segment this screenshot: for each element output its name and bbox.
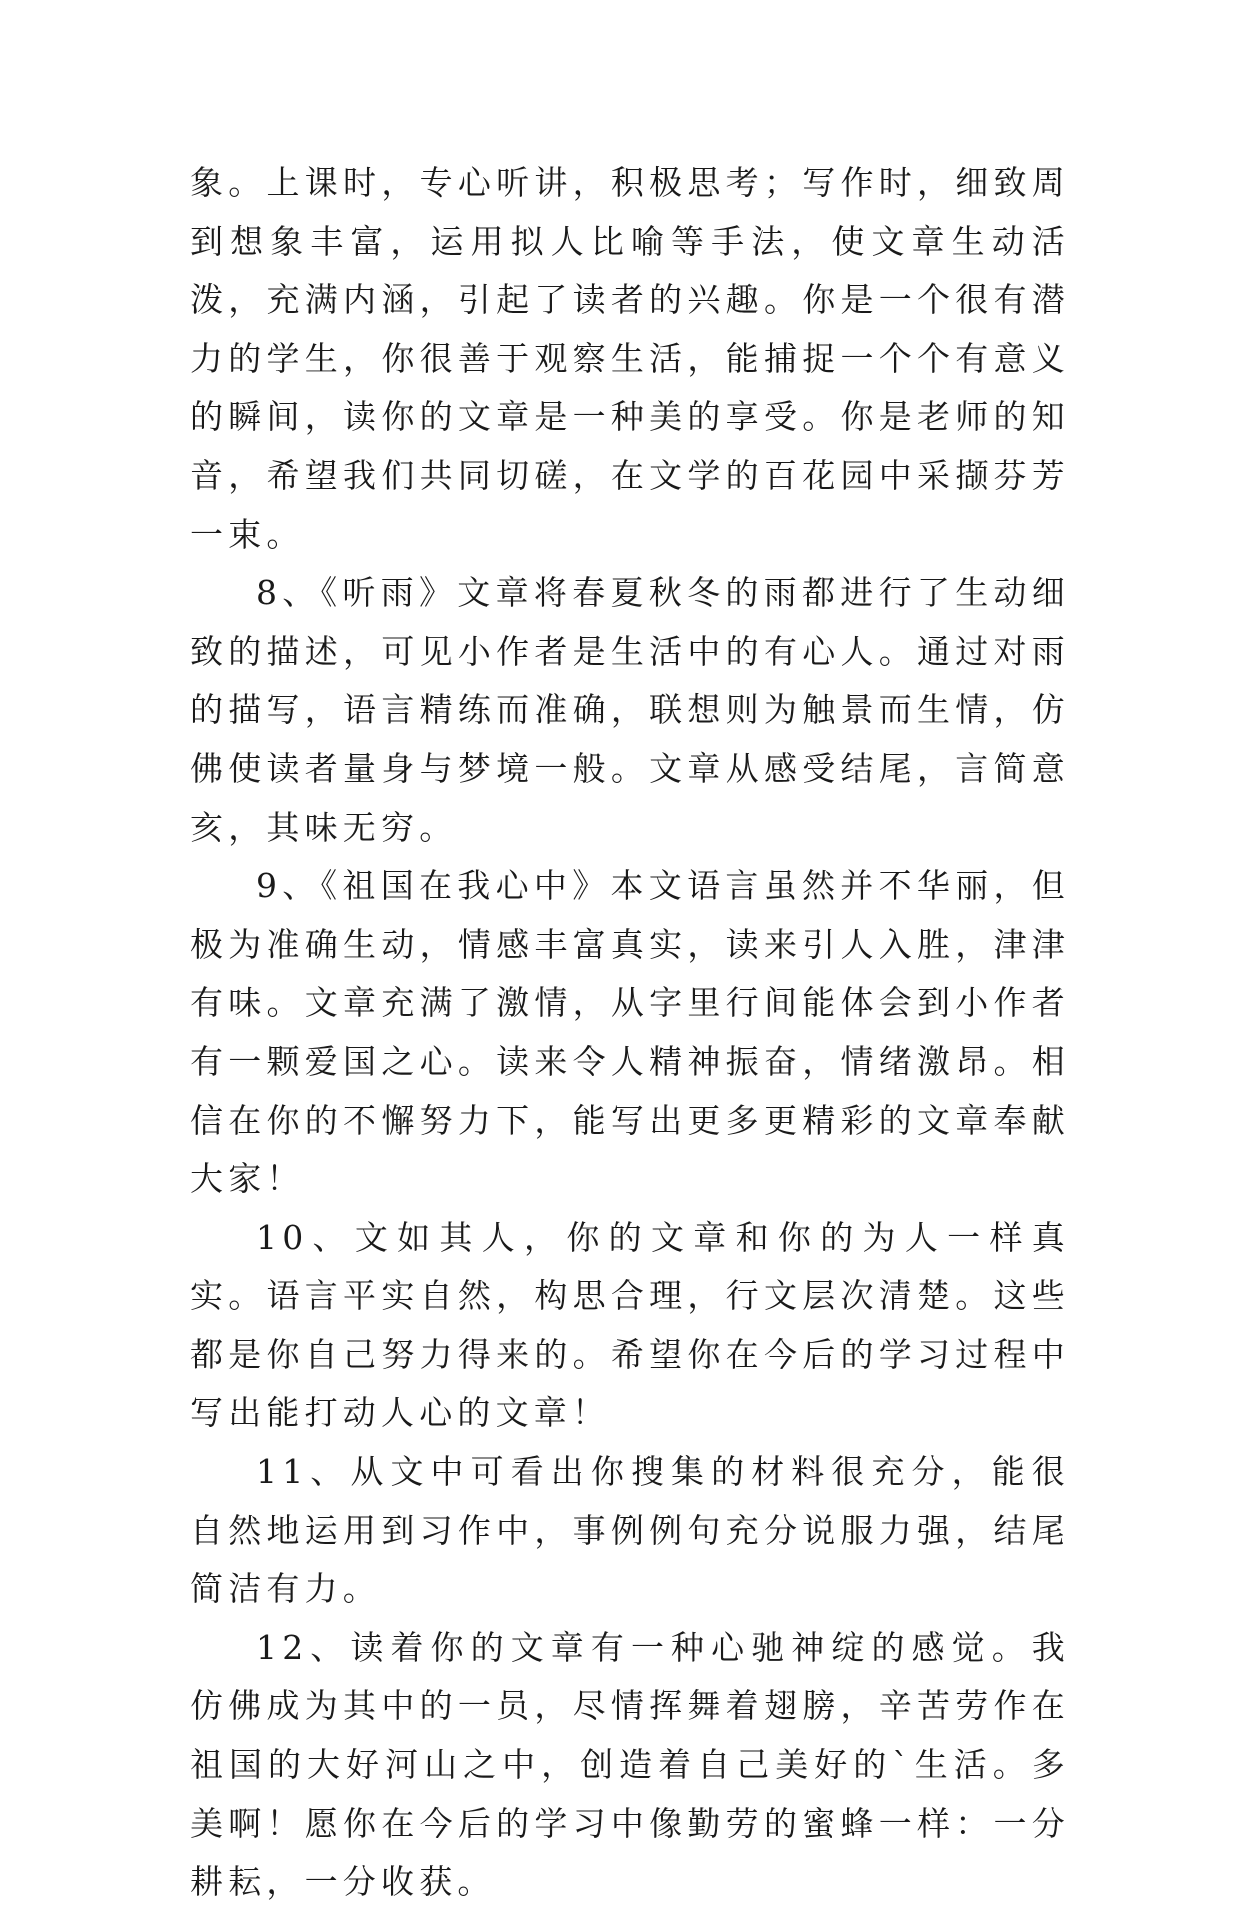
paragraph-comment-10: 10、文如其人，你的文章和你的为人一样真实。语言平实自然，构思合理，行文层次清楚。这些都是你自己努力得来的。希望你在今后的学习过程中写出能打动人心的文章！: [190, 1217, 1070, 1433]
paragraph-comment-8: 8、《听雨》文章将春夏秋冬的雨都进行了生动细致的描述，可见小作者是生活中的有心人。通过对雨的描写，语言精练而准确，联想则为触景而生情，仿佛使读者量身与梦境一般。文章从感受结尾，言简意亥，其味无穷。: [190, 573, 1070, 847]
paragraph-continued: 象。上课时，专心听讲，积极思考；写作时，细致周到想象丰富，运用拟人比喻等手法，使文章生动活泼，充满内涵，引起了读者的兴趣。你是一个很有潜力的学生，你很善于观察生活，能捕捉一个个有意义的瞬间，读你的文章是一种美的享受。你是老师的知音，希望我们共同切磋，在文学的百花园中采撷芬芳一束。: [190, 163, 1070, 554]
document-body: [190, 154, 1070, 1912]
paragraph-comment-9: 9、《祖国在我心中》本文语言虽然并不华丽，但极为准确生动，情感丰富真实，读来引人入胜，津津有味。文章充满了激情，从字里行间能体会到小作者有一颗爱国之心。读来令人精神振奋，情绪激昂。相信在你的不懈努力下，能写出更多更精彩的文章奉献大家！: [190, 866, 1070, 1199]
paragraph-comment-11: 11、从文中可看出你搜集的材料很充分，能很自然地运用到习作中，事例例句充分说服力强，结尾简洁有力。: [190, 1452, 1070, 1609]
paragraph-comment-12: 12、读着你的文章有一种心驰神绽的感觉。我仿佛成为其中的一员，尽情挥舞着翅膀，辛苦劳作在祖国的大好河山之中，创造着自己美好的`生活。多美啊！愿你在今后的学习中像勤劳的蜜蜂一样：一分耕耘，一分收获。: [190, 1627, 1070, 1902]
